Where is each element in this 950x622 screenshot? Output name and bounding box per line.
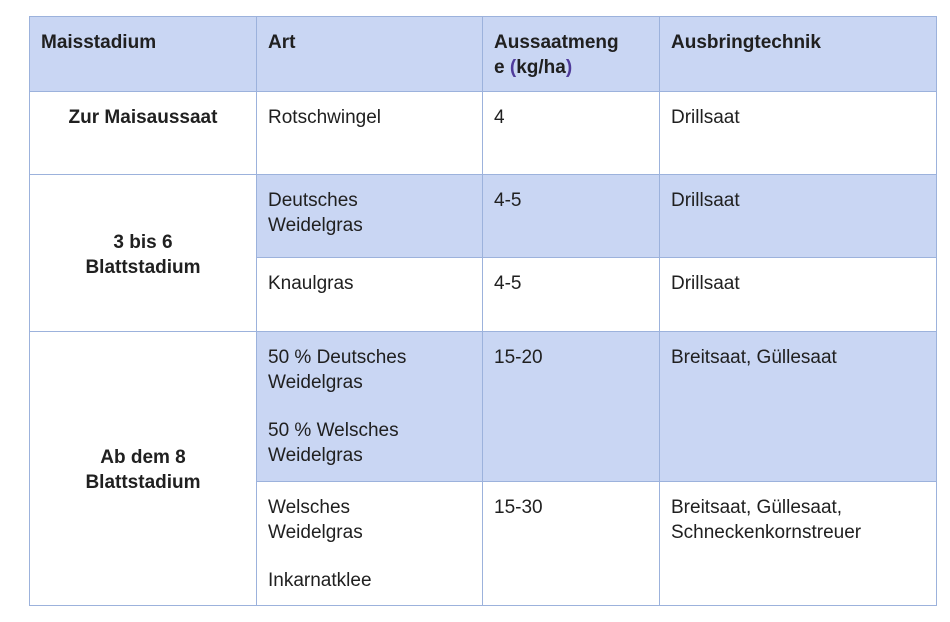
art-line: Rotschwingel xyxy=(268,107,381,128)
technique-line: Drillsaat xyxy=(671,107,740,128)
art-line: 50 % Deutsches xyxy=(268,347,407,368)
art-line: Weidelgras xyxy=(268,522,363,543)
technique-cell xyxy=(660,332,937,482)
art-line: Knaulgras xyxy=(268,273,354,294)
amount-cell: 15-20 xyxy=(483,332,660,482)
header-aussaatmenge xyxy=(483,17,660,92)
technique-line: Breitsaat, Güllesaat xyxy=(671,347,837,368)
amount-cell: 15-30 xyxy=(483,482,660,606)
table-row xyxy=(30,175,937,258)
art-cell xyxy=(257,482,483,606)
header-unit: kg/ha xyxy=(516,57,566,78)
header-ausbringtechnik: Ausbringtechnik xyxy=(660,17,937,92)
header-aussaatmenge-suffix: e xyxy=(494,57,510,78)
header-maisstadium: Maisstadium xyxy=(30,17,257,92)
table-row xyxy=(30,92,937,175)
amount-cell: 4-5 xyxy=(483,175,660,258)
amount-cell: 4-5 xyxy=(483,258,660,332)
art-line: Weidelgras xyxy=(268,215,363,236)
technique-line: Schneckenkornstreuer xyxy=(671,522,862,543)
header-paren-close: ) xyxy=(565,57,573,78)
stage-label-line1: Ab dem 8 xyxy=(100,447,186,468)
technique-cell xyxy=(660,175,937,258)
technique-line: Drillsaat xyxy=(671,273,740,294)
stage-label-line1: 3 bis 6 xyxy=(113,231,173,253)
amount-cell: 4 xyxy=(483,92,660,175)
stage-cell xyxy=(30,92,257,175)
art-line: Weidelgras xyxy=(268,372,363,393)
stage-label: Zur Maisaussaat xyxy=(68,107,218,128)
technique-line: Breitsaat, Güllesaat, xyxy=(671,497,843,518)
art-cell xyxy=(257,332,483,482)
art-cell xyxy=(257,258,483,332)
stage-cell xyxy=(30,175,257,332)
stage-label-line2: Blattstadium xyxy=(85,472,201,493)
technique-cell xyxy=(660,92,937,175)
technique-cell xyxy=(660,482,937,606)
header-paren-open: ( xyxy=(509,57,517,78)
art-line: 50 % Welsches xyxy=(268,420,399,441)
table-row xyxy=(30,332,937,482)
technique-cell xyxy=(660,258,937,332)
art-line: Weidelgras xyxy=(268,445,363,466)
art-line: Inkarnatklee xyxy=(268,570,372,591)
seeding-table xyxy=(29,16,937,606)
header-aussaatmenge-line1: Aussaatmeng xyxy=(494,32,619,53)
art-cell xyxy=(257,92,483,175)
header-art: Art xyxy=(257,17,483,92)
art-cell xyxy=(257,175,483,258)
stage-label-line2: Blattstadium xyxy=(85,256,201,278)
technique-line: Drillsaat xyxy=(671,190,740,211)
stage-cell xyxy=(30,332,257,606)
header-row xyxy=(30,17,937,92)
art-line: Deutsches xyxy=(268,190,358,211)
art-line: Welsches xyxy=(268,497,351,518)
header-aussaatmenge-line2 xyxy=(494,57,572,78)
